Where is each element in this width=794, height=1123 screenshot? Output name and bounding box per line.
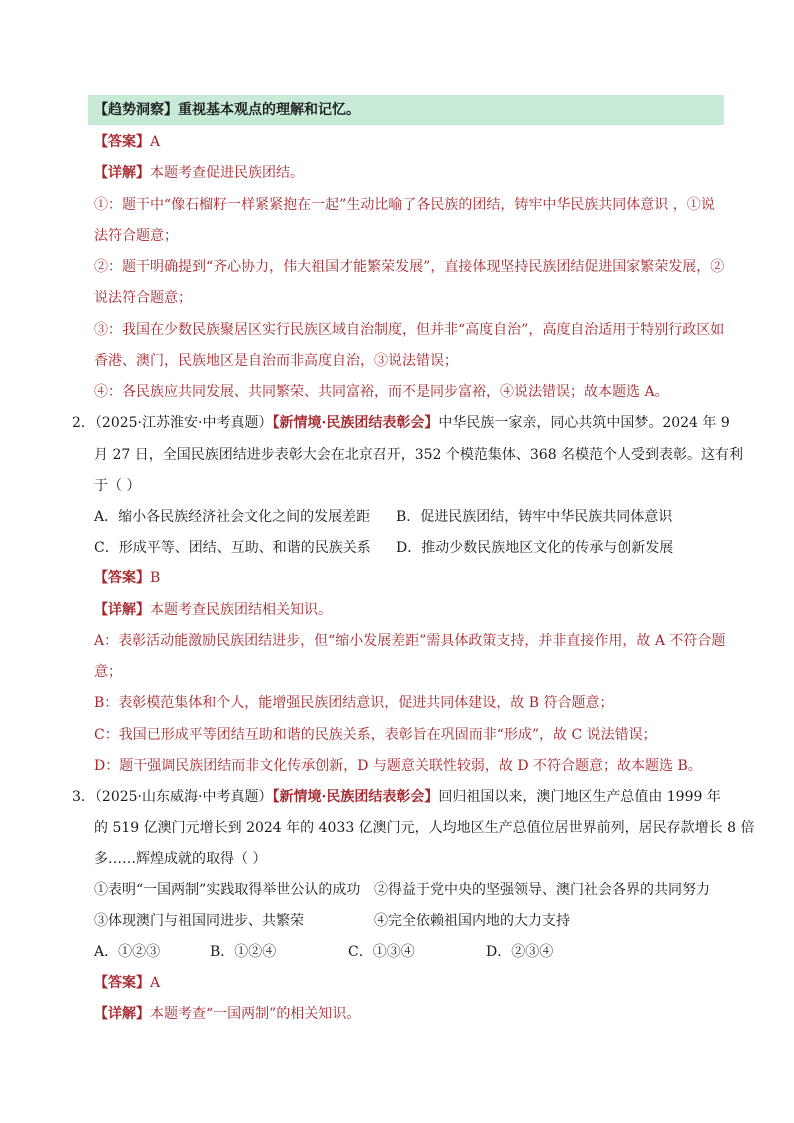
- answer-value: A: [150, 134, 161, 150]
- q3-statement-4: ④完全依赖祖国内地的大力支持: [374, 913, 570, 929]
- q2-option-a: A．缩小各民族经济社会文化之间的发展差距: [94, 509, 371, 525]
- q2-analysis-line: B：表彰模范集体和个人，能增强民族团结意识，促进共同体建设，故 B 符合题意；: [94, 695, 614, 711]
- detail-intro: 本题考查促进民族团结。: [150, 165, 304, 181]
- q3-option-a: A．①②③: [94, 944, 161, 960]
- detail-intro: 本题考查“一国两制”的相关知识。: [150, 1006, 361, 1022]
- q1-analysis-line: ②：题干明确提到“齐心协力，伟大祖国才能繁荣发展”，直接体现坚持民族团结促进国家繁荣发展，②: [94, 259, 725, 275]
- q2-analysis-line: 意；: [94, 664, 122, 680]
- q1-analysis-line: ③：我国在少数民族聚居区实行民族区域自治制度，但并非“高度自治”，高度自治适用于特别行政区如: [94, 322, 725, 338]
- q1-analysis-line: 法符合题意；: [94, 228, 178, 244]
- question-number: 2．: [72, 415, 95, 431]
- q2-option-b: B．促进民族团结，铸牢中华民族共同体意识: [396, 509, 673, 525]
- detail-label: 【详解】: [94, 602, 150, 618]
- q3-stem-line: 多……辉煌成就的取得（ ）: [94, 851, 267, 867]
- q3-option-d: D．②③④: [486, 944, 554, 960]
- answer-label: 【答案】: [94, 134, 150, 150]
- detail-label: 【详解】: [94, 1006, 150, 1022]
- q2-analysis-line: C：我国已形成平等团结互助和谐的民族关系，表彰旨在巩固而非“形成”，故 C 说法错误；: [94, 727, 657, 743]
- question-tag: 【新情境·民族团结表彰会】: [272, 789, 439, 805]
- q3-statement-3: ③体现澳门与祖国同进步、共繁荣: [94, 913, 304, 929]
- q1-answer: [94, 132, 160, 152]
- q2-option-d: D．推动少数民族地区文化的传承与创新发展: [396, 540, 674, 556]
- detail-label: 【详解】: [94, 165, 150, 181]
- q2-stem-first-line: [72, 413, 730, 433]
- detail-intro: 本题考查民族团结相关知识。: [150, 602, 332, 618]
- q1-analysis-line: ④：各民族应共同发展、共同繁荣、共同富裕，而不是同步富裕，④说法错误；故本题选 A。: [94, 384, 669, 400]
- question-source: （2025·江苏淮安·中考真题）: [94, 415, 273, 431]
- answer-value: A: [150, 975, 161, 991]
- question-number: 3．: [72, 789, 95, 805]
- q3-stem-line: 的 519 亿澳门元增长到 2024 年的 4033 亿澳门元，人均地区生产总值位居世界前列，居民存款增长 8 倍: [94, 820, 755, 836]
- q1-detail: [94, 163, 304, 183]
- question-source: （2025·山东威海·中考真题）: [94, 789, 273, 805]
- q3-option-c: C．①③④: [348, 944, 415, 960]
- answer-label: 【答案】: [94, 570, 150, 586]
- q3-option-b: B．①②④: [210, 944, 277, 960]
- question-tag: 【新情境·民族团结表彰会】: [272, 415, 439, 431]
- q2-answer: [94, 568, 160, 588]
- question-stem: 中华民族一家亲，同心共筑中国梦。2024 年 9: [438, 415, 730, 431]
- q3-statement-1: ①表明“一国两制”实践取得举世公认的成功: [94, 882, 361, 898]
- q2-detail: [94, 600, 332, 620]
- q1-analysis-line: 香港、澳门，民族地区是自治而非高度自治，③说法错误；: [94, 353, 458, 369]
- q3-stem-first-line: [72, 787, 721, 807]
- q3-answer: [94, 973, 160, 993]
- q2-analysis-line: D：题干强调民族团结而非文化传承创新，D 与题意关联性较弱，故 D 不符合题意；故本题选 B。: [94, 758, 702, 774]
- trend-text: 重视基本观点的理解和记忆。: [178, 102, 360, 118]
- q2-option-c: C．形成平等、团结、互助、和谐的民族关系: [94, 540, 371, 556]
- q2-stem-line: 于（ ）: [94, 478, 141, 494]
- trend-insight-line: [94, 100, 360, 120]
- answer-label: 【答案】: [94, 975, 150, 991]
- q2-stem-line: 月 27 日，全国民族团结进步表彰大会在北京召开，352 个模范集体、368 名模范个人受到表彰。这有利: [94, 447, 744, 463]
- q3-detail: [94, 1004, 360, 1024]
- trend-insight-banner: [88, 95, 724, 125]
- q3-statement-2: ②得益于党中央的坚强领导、澳门社会各界的共同努力: [374, 882, 710, 898]
- trend-label: 【趋势洞察】: [94, 102, 178, 118]
- q2-analysis-line: A：表彰活动能激励民族团结进步，但“缩小发展差距”需具体政策支持，并非直接作用，故 A 不符合题: [94, 633, 726, 649]
- q1-analysis-line: 说法符合题意；: [94, 290, 192, 306]
- question-stem: 回归祖国以来，澳门地区生产总值由 1999 年: [438, 789, 721, 805]
- answer-value: B: [150, 570, 161, 586]
- q1-analysis-line: ①：题干中“像石榴籽一样紧紧抱在一起”生动比喻了各民族的团结，铸牢中华民族共同体意识 ，①说: [94, 197, 715, 213]
